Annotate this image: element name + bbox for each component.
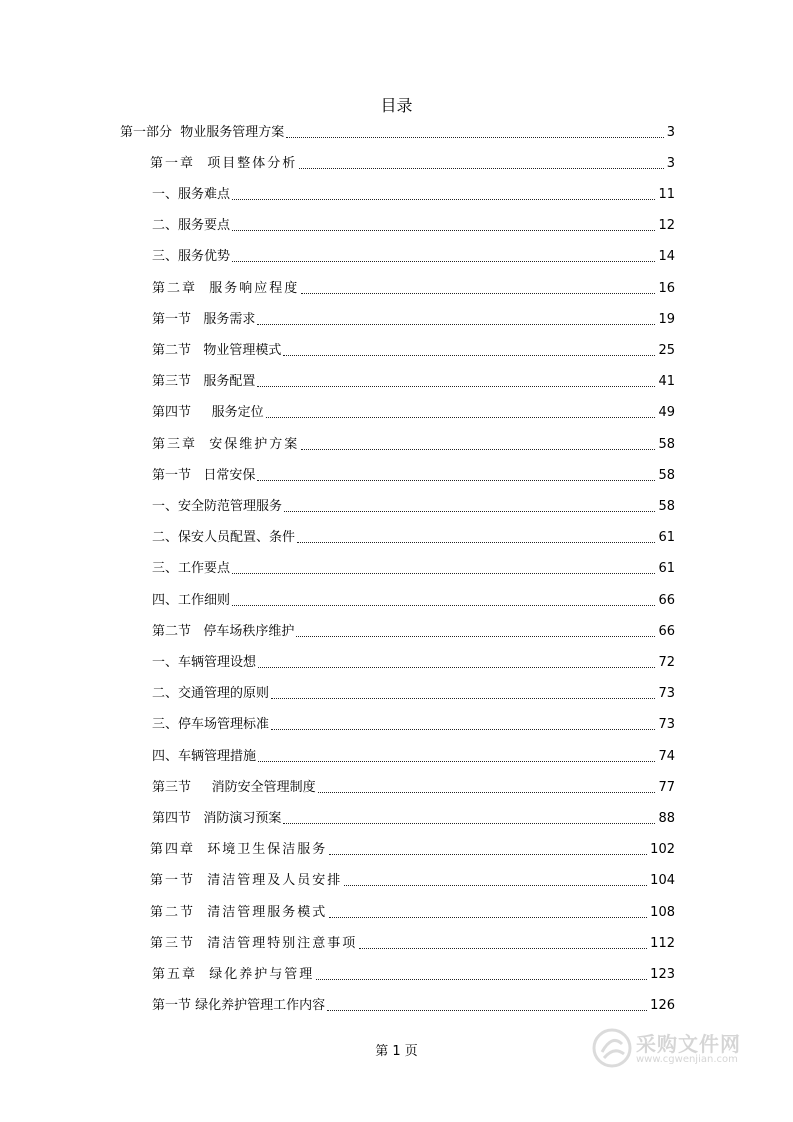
toc-entry-page: 19 xyxy=(658,312,675,327)
toc-entry-label: 第一节 日常安保 xyxy=(152,468,256,483)
dot-leader xyxy=(359,948,647,949)
toc-entry-label: 第二节 清洁管理服务模式 xyxy=(150,905,328,920)
toc-entry-page: 73 xyxy=(658,686,675,701)
dot-leader xyxy=(257,480,655,481)
toc-entry-label: 第二章 服务响应程度 xyxy=(152,281,300,296)
dot-leader xyxy=(271,729,655,730)
toc-entry-label: 第三节 服务配置 xyxy=(152,374,256,389)
toc-entry[interactable] xyxy=(152,280,675,298)
dot-leader xyxy=(258,761,655,762)
watermark xyxy=(592,1022,752,1074)
toc-entry-page: 61 xyxy=(658,561,675,576)
toc-entry-page: 58 xyxy=(658,499,675,514)
dot-leader xyxy=(232,605,655,606)
toc-entry-page: 11 xyxy=(658,187,675,202)
watermark-url: www.cgwenjian.com xyxy=(636,1054,738,1065)
toc-entry[interactable] xyxy=(152,217,675,235)
toc-entry[interactable] xyxy=(152,311,675,329)
toc-entry-label: 第一章 项目整体分析 xyxy=(150,156,298,171)
toc-entry-label: 第一节 绿化养护管理工作内容 xyxy=(152,998,326,1013)
toc-entry-page: 41 xyxy=(658,374,675,389)
toc-entry-page: 104 xyxy=(650,873,675,888)
toc-entry[interactable] xyxy=(152,966,675,984)
dot-leader xyxy=(266,417,656,418)
toc-entry[interactable] xyxy=(152,436,675,454)
toc-entry[interactable] xyxy=(152,654,675,672)
toc-entry-label: 四、车辆管理措施 xyxy=(152,749,257,764)
toc-entry-page: 25 xyxy=(658,343,675,358)
toc-entry-page: 12 xyxy=(658,218,675,233)
toc-entry-page: 66 xyxy=(658,624,675,639)
toc-entry-page: 14 xyxy=(658,249,675,264)
dot-leader xyxy=(297,542,655,543)
toc-entry[interactable] xyxy=(150,904,675,922)
dot-leader xyxy=(329,854,647,855)
cgwenjian-logo-icon xyxy=(592,1028,632,1068)
toc-entry[interactable] xyxy=(152,623,675,641)
toc-entry-label: 三、工作要点 xyxy=(152,561,231,576)
dot-leader xyxy=(232,199,655,200)
toc-entry-label: 第四节 消防演习预案 xyxy=(152,811,282,826)
toc-entry[interactable] xyxy=(152,592,675,610)
dot-leader xyxy=(286,137,663,138)
toc-entry[interactable] xyxy=(152,248,675,266)
toc-entry[interactable] xyxy=(150,841,675,859)
dot-leader xyxy=(318,792,656,793)
toc-entry[interactable] xyxy=(152,186,675,204)
toc-entry[interactable] xyxy=(152,779,675,797)
toc-entry-label: 第三节 消防安全管理制度 xyxy=(152,780,316,795)
toc-entry-page: 72 xyxy=(658,655,675,670)
toc-entry[interactable] xyxy=(152,342,675,360)
toc-entry[interactable] xyxy=(120,124,675,142)
toc-entry-label: 第一部分 物业服务管理方案 xyxy=(120,125,285,140)
dot-leader xyxy=(257,324,655,325)
toc-entry-label: 一、服务难点 xyxy=(152,187,231,202)
toc-entry-page: 74 xyxy=(658,749,675,764)
toc-entry[interactable] xyxy=(152,404,675,422)
toc-entry-page: 3 xyxy=(666,125,675,140)
toc-entry-label: 二、交通管理的原则 xyxy=(152,686,270,701)
toc-entry-page: 102 xyxy=(650,842,675,857)
toc-entry-page: 66 xyxy=(658,593,675,608)
toc-entry-label: 三、停车场管理标准 xyxy=(152,717,270,732)
dot-leader xyxy=(296,636,655,637)
toc-entry-label: 第三章 安保维护方案 xyxy=(152,437,300,452)
dot-leader xyxy=(329,917,647,918)
toc-entry-page: 58 xyxy=(658,468,675,483)
toc-entry-page: 3 xyxy=(666,156,675,171)
dot-leader xyxy=(283,823,655,824)
dot-leader xyxy=(344,885,647,886)
toc-entry-label: 第四节 服务定位 xyxy=(152,405,264,420)
toc-entry[interactable] xyxy=(152,810,675,828)
watermark-text: 采购文件网 xyxy=(636,1032,741,1056)
dot-leader xyxy=(301,293,655,294)
toc-entry[interactable] xyxy=(152,467,675,485)
toc-entry-label: 第五章 绿化养护与管理 xyxy=(152,967,315,982)
toc-entry-page: 108 xyxy=(650,905,675,920)
toc-entry[interactable] xyxy=(150,935,675,953)
dot-leader xyxy=(284,511,655,512)
toc-entry-page: 123 xyxy=(650,967,675,982)
dot-leader xyxy=(232,261,655,262)
toc-entry-page: 49 xyxy=(658,405,675,420)
dot-leader xyxy=(232,573,655,574)
toc-entry[interactable] xyxy=(152,685,675,703)
dot-leader xyxy=(271,698,655,699)
toc-entry-label: 一、车辆管理设想 xyxy=(152,655,257,670)
toc-entry-label: 第一节 服务需求 xyxy=(152,312,256,327)
toc-entry-page: 88 xyxy=(658,811,675,826)
toc-entry-label: 一、安全防范管理服务 xyxy=(152,499,283,514)
toc-entry-label: 第二节 停车场秩序维护 xyxy=(152,624,295,639)
toc-entry[interactable] xyxy=(152,748,675,766)
toc-entry-page: 126 xyxy=(650,998,675,1013)
dot-leader xyxy=(232,230,655,231)
dot-leader xyxy=(258,667,655,668)
toc-entry-page: 112 xyxy=(650,936,675,951)
toc-entry-label: 四、工作细则 xyxy=(152,593,231,608)
dot-leader xyxy=(299,168,663,169)
page-footer: 第 1 页 xyxy=(375,1044,418,1059)
toc-entry-label: 第四章 环境卫生保洁服务 xyxy=(150,842,328,857)
toc-entry-page: 16 xyxy=(658,281,675,296)
toc-entry-page: 77 xyxy=(658,780,675,795)
toc-entry[interactable] xyxy=(152,498,675,516)
dot-leader xyxy=(316,979,647,980)
dot-leader xyxy=(301,449,655,450)
toc-entry[interactable] xyxy=(150,155,675,173)
toc-entry-label: 第一节 清洁管理及人员安排 xyxy=(150,873,343,888)
toc-entry-page: 61 xyxy=(658,530,675,545)
toc-entry-label: 二、服务要点 xyxy=(152,218,231,233)
toc-title: 目录 xyxy=(380,96,413,115)
dot-leader xyxy=(283,355,655,356)
toc-entry[interactable] xyxy=(152,373,675,391)
toc-entry-label: 第三节 清洁管理特别注意事项 xyxy=(150,936,358,951)
toc-entry-page: 73 xyxy=(658,717,675,732)
dot-leader xyxy=(257,386,655,387)
toc-entry[interactable] xyxy=(150,872,675,890)
dot-leader xyxy=(327,1010,647,1011)
toc-entry-label: 二、保安人员配置、条件 xyxy=(152,530,296,545)
toc-entry-page: 58 xyxy=(658,437,675,452)
toc-entry[interactable] xyxy=(152,529,675,547)
toc-entry-label: 三、服务优势 xyxy=(152,249,231,264)
toc-entry[interactable] xyxy=(152,997,675,1015)
toc-entry-label: 第二节 物业管理模式 xyxy=(152,343,282,358)
toc-entry[interactable] xyxy=(152,560,675,578)
toc-entry[interactable] xyxy=(152,716,675,734)
